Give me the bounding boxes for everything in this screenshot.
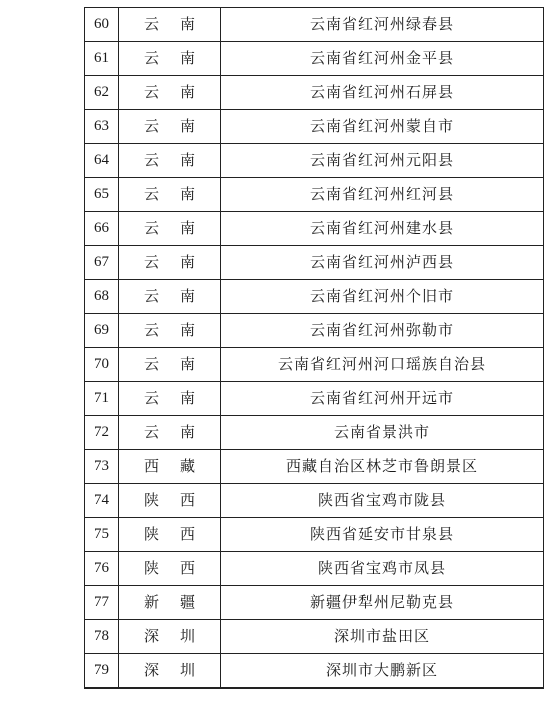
table-row	[85, 314, 544, 348]
row-number: 70	[85, 348, 119, 382]
region-cell: 云南省红河州蒙自市	[221, 110, 544, 144]
region-cell: 云南省红河州金平县	[221, 42, 544, 76]
row-number: 74	[85, 484, 119, 518]
row-number: 60	[85, 8, 119, 42]
province-cell: 云南	[119, 382, 221, 416]
table-row	[85, 144, 544, 178]
row-number: 62	[85, 76, 119, 110]
table-row	[85, 484, 544, 518]
row-number: 67	[85, 246, 119, 280]
province-cell: 云南	[119, 246, 221, 280]
row-number: 75	[85, 518, 119, 552]
row-number: 72	[85, 416, 119, 450]
row-number: 77	[85, 586, 119, 620]
province-cell: 云南	[119, 144, 221, 178]
region-cell: 云南省红河州河口瑶族自治县	[221, 348, 544, 382]
row-number: 68	[85, 280, 119, 314]
region-cell: 新疆伊犁州尼勒克县	[221, 586, 544, 620]
region-table-container	[84, 7, 543, 689]
region-cell: 云南省红河州红河县	[221, 178, 544, 212]
region-cell: 云南省红河州个旧市	[221, 280, 544, 314]
region-cell: 云南省红河州弥勒市	[221, 314, 544, 348]
table-row	[85, 212, 544, 246]
region-cell: 云南省红河州开远市	[221, 382, 544, 416]
province-cell: 陕西	[119, 552, 221, 586]
table-row	[85, 450, 544, 484]
province-cell: 新疆	[119, 586, 221, 620]
province-cell: 云南	[119, 178, 221, 212]
row-number: 61	[85, 42, 119, 76]
region-cell: 陕西省宝鸡市凤县	[221, 552, 544, 586]
province-cell: 云南	[119, 212, 221, 246]
province-cell: 陕西	[119, 518, 221, 552]
province-cell: 云南	[119, 76, 221, 110]
row-number: 63	[85, 110, 119, 144]
province-cell: 云南	[119, 348, 221, 382]
table-row	[85, 552, 544, 586]
table-row	[85, 110, 544, 144]
table-row	[85, 654, 544, 689]
province-cell: 云南	[119, 314, 221, 348]
province-cell: 陕西	[119, 484, 221, 518]
table-row	[85, 416, 544, 450]
region-cell: 深圳市大鹏新区	[221, 654, 544, 689]
region-cell: 陕西省宝鸡市陇县	[221, 484, 544, 518]
row-number: 65	[85, 178, 119, 212]
row-number: 73	[85, 450, 119, 484]
table-row	[85, 586, 544, 620]
table-row	[85, 620, 544, 654]
table-row	[85, 348, 544, 382]
region-cell: 云南省景洪市	[221, 416, 544, 450]
table-row	[85, 382, 544, 416]
region-cell: 西藏自治区林芝市鲁朗景区	[221, 450, 544, 484]
table-row	[85, 8, 544, 42]
table-row	[85, 518, 544, 552]
region-cell: 云南省红河州绿春县	[221, 8, 544, 42]
table-row	[85, 178, 544, 212]
province-cell: 云南	[119, 42, 221, 76]
table-row	[85, 42, 544, 76]
province-cell: 云南	[119, 110, 221, 144]
table-row	[85, 280, 544, 314]
region-cell: 云南省红河州元阳县	[221, 144, 544, 178]
region-cell: 云南省红河州泸西县	[221, 246, 544, 280]
province-cell: 云南	[119, 280, 221, 314]
row-number: 79	[85, 654, 119, 689]
region-table-body	[85, 8, 544, 689]
row-number: 76	[85, 552, 119, 586]
row-number: 69	[85, 314, 119, 348]
province-cell: 云南	[119, 416, 221, 450]
region-cell: 云南省红河州建水县	[221, 212, 544, 246]
province-cell: 深圳	[119, 654, 221, 689]
province-cell: 深圳	[119, 620, 221, 654]
province-cell: 西藏	[119, 450, 221, 484]
row-number: 71	[85, 382, 119, 416]
row-number: 64	[85, 144, 119, 178]
table-row	[85, 76, 544, 110]
region-cell: 云南省红河州石屏县	[221, 76, 544, 110]
region-cell: 陕西省延安市甘泉县	[221, 518, 544, 552]
row-number: 66	[85, 212, 119, 246]
province-cell: 云南	[119, 8, 221, 42]
region-cell: 深圳市盐田区	[221, 620, 544, 654]
region-table	[84, 7, 544, 689]
row-number: 78	[85, 620, 119, 654]
table-row	[85, 246, 544, 280]
